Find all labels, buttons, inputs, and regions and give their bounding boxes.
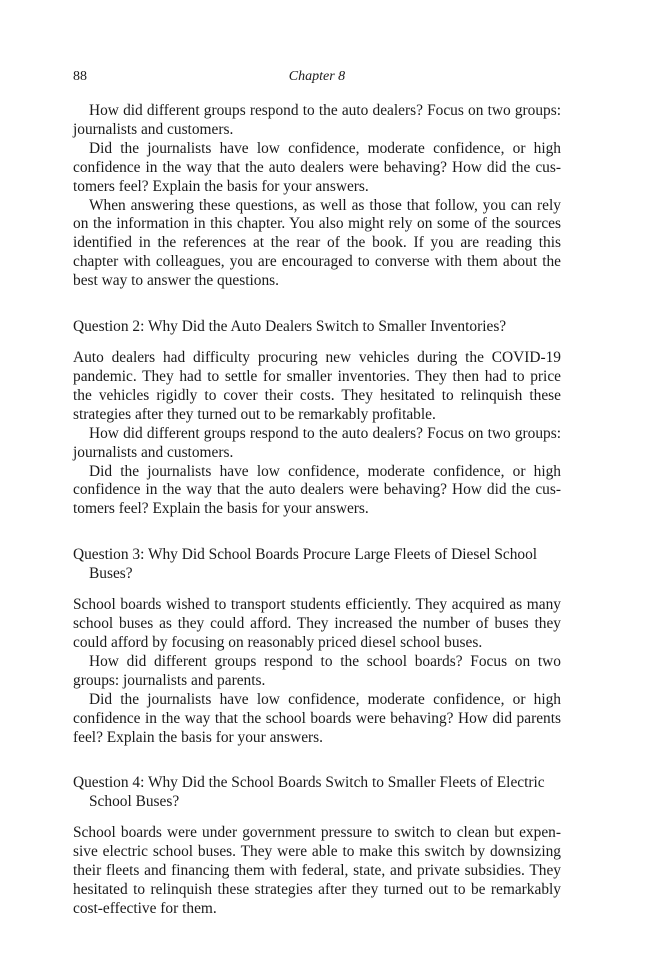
page-body — [73, 102, 561, 919]
question-3-section — [73, 545, 561, 747]
paragraph: Did the journalists have low confidence, moderate confidence, or high confidence in the way that the auto dealers were behaving? How did the customers feel? Explain the basis for your answers. — [73, 462, 561, 518]
page-number: 88 — [73, 69, 87, 84]
question-2-section — [73, 317, 561, 519]
paragraph: How did different groups respond to the auto dealers? Focus on two groups: journalists and customers. — [73, 102, 561, 138]
book-page — [73, 68, 561, 919]
question-heading: Question 2: Why Did the Auto Dealers Switch to Smaller Inventories? — [73, 318, 507, 336]
paragraph: Auto dealers had difficulty procuring new vehicles during the COVID-19 pandemic. They had to settle for smaller inventories. They then had to price the vehicles rigidly to cover their costs. They hesitated to relinquish these strategies after they turned out to be remarkably profitable. — [73, 349, 561, 423]
paragraph: School boards wished to transport students efficiently. They acquired as many school buses as they could afford. They increased the number of buses they could afford by focusing on reasonably priced diesel school buses. — [73, 596, 561, 652]
intro-section — [73, 102, 561, 291]
running-head: Chapter 8 — [288, 69, 346, 84]
question-heading: Question 4: Why Did the School Boards Switch to Smaller Fleets of Electric School Buses? — [73, 774, 545, 811]
page-header — [73, 68, 561, 90]
paragraph: How did different groups respond to the auto dealers? Focus on two groups: journalists and customers. — [73, 424, 561, 461]
paragraph: When answering these questions, as well as those that follow, you can rely on the information in this chapter. You also might rely on some of the sources identified in the references at the rear of the book. If you are reading this chapter with colleagues, you are encouraged to converse with them about the best way to answer the questions. — [73, 196, 561, 290]
question-heading: Question 3: Why Did School Boards Procure Large Fleets of Diesel School Buses? — [73, 546, 538, 583]
paragraph: School boards were under government pressure to switch to clean but expensive electric school buses. They were able to make this switch by downsizing their fleets and financing them with federal, state, and private subsidies. They hesitated to relinquish these strategies after they turned out to be remarkably cost-effective for them. — [73, 824, 561, 918]
paragraph: Did the journalists have low confidence, moderate confidence, or high confidence in the way that the school boards were behaving? How did parents feel? Explain the basis for your answers. — [73, 690, 561, 746]
paragraph: How did different groups respond to the school boards? Focus on two groups: journalists and parents. — [73, 652, 561, 689]
paragraph: Did the journalists have low confidence, moderate confidence, or high confidence in the way that the auto dealers were behaving? How did the customers feel? Explain the basis for your answers. — [73, 139, 561, 195]
question-4-section — [73, 773, 561, 919]
